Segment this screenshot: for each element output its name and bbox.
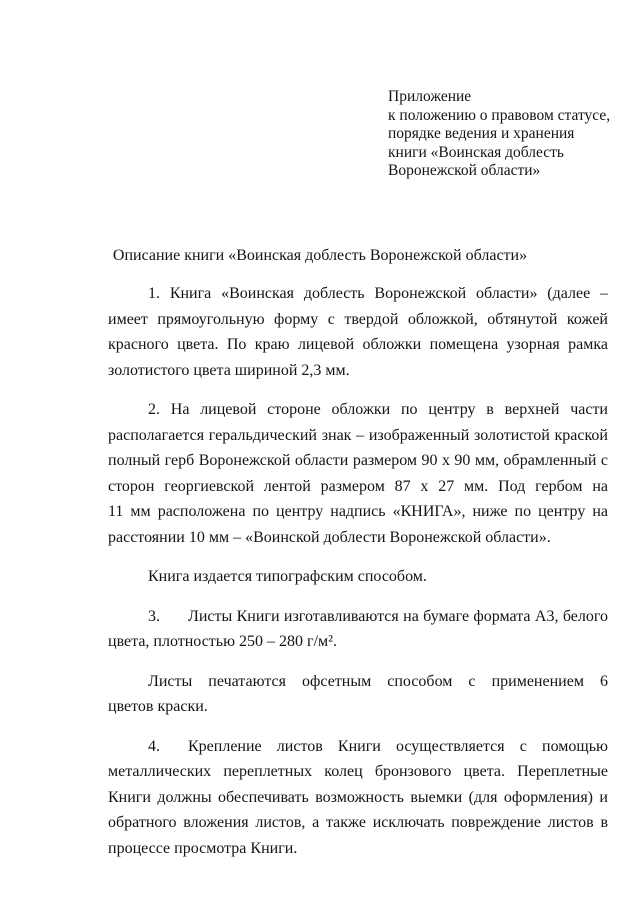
item-number: 3. — [148, 607, 160, 625]
appendix-line: Воронежской области» — [388, 162, 541, 180]
paragraph-6 — [108, 734, 608, 862]
paragraph-line: красного цвета. По краю лицевой обложки помещена узорная рамка — [108, 336, 608, 353]
paragraph-line: расстоянии 10 мм – «Воинской доблести Воронежской области». — [108, 528, 551, 546]
paragraph-first-line — [108, 734, 608, 760]
appendix-line: книги «Воинская доблесть — [388, 143, 564, 161]
paragraph-1 — [108, 281, 608, 383]
paragraph-first-line — [108, 604, 608, 630]
paragraph-line: имеет прямоугольную форму с твердой обложкой, обтянутой кожей — [108, 310, 608, 328]
document-body — [108, 281, 608, 875]
appendix-line: Приложение — [388, 88, 472, 105]
paragraph-line: цветов краски. — [108, 698, 208, 715]
paragraph-line: Листы печатаются офсетным способом с применением 6 — [148, 672, 608, 690]
paragraph-line: располагается геральдический знак – изображенный золотистой краской — [108, 426, 608, 444]
paragraph-line: 2. На лицевой стороне обложки по центру в верхней части — [148, 401, 608, 418]
paragraph-3 — [108, 564, 608, 590]
paragraph-line: сторон георгиевской лентой размером 87 х 27 мм. Под гербом на — [108, 477, 608, 495]
paragraph-line: полный герб Воронежской области размером 90 х 90 мм, обрамленный с — [108, 452, 608, 469]
paragraph-line: металлических переплетных колец бронзового цвета. Переплетные — [108, 763, 608, 780]
paragraph-line: золотистого цвета шириной 2,3 мм. — [108, 361, 350, 379]
paragraph-line: Книги должны обеспечивать возможность выемки (для оформления) и — [108, 788, 608, 806]
document-title: Описание книги «Воинская доблесть Воронежской области» — [112, 247, 528, 264]
paragraph-line: 11 мм расположена по центру надпись «КНИГА», ниже по центру на — [108, 503, 608, 520]
paragraph-5 — [108, 669, 608, 720]
paragraph-2 — [108, 397, 608, 550]
appendix-header — [388, 88, 610, 181]
paragraph-4 — [108, 604, 608, 655]
paragraph-line: 1. Книга «Воинская доблесть Воронежской области» (далее – — [148, 285, 608, 302]
paragraph-line: Книга издается типографским способом. — [148, 568, 427, 585]
item-number: 4. — [148, 737, 160, 755]
appendix-line: к положению о правовом статусе, — [388, 106, 611, 124]
paragraph-line: процессе просмотра Книги. — [108, 839, 298, 857]
paragraph-line: цвета, плотностью 250 – 280 г/м². — [108, 633, 337, 650]
paragraph-line: Листы Книги изготавливаются на бумаге формата А3, белого — [188, 607, 608, 625]
paragraph-line: Крепление листов Книги осуществляется с помощью — [188, 737, 608, 755]
paragraph-line: обратного вложения листов, а также исключать повреждение листов в — [108, 814, 608, 831]
appendix-line: порядке ведения и хранения — [388, 125, 575, 143]
